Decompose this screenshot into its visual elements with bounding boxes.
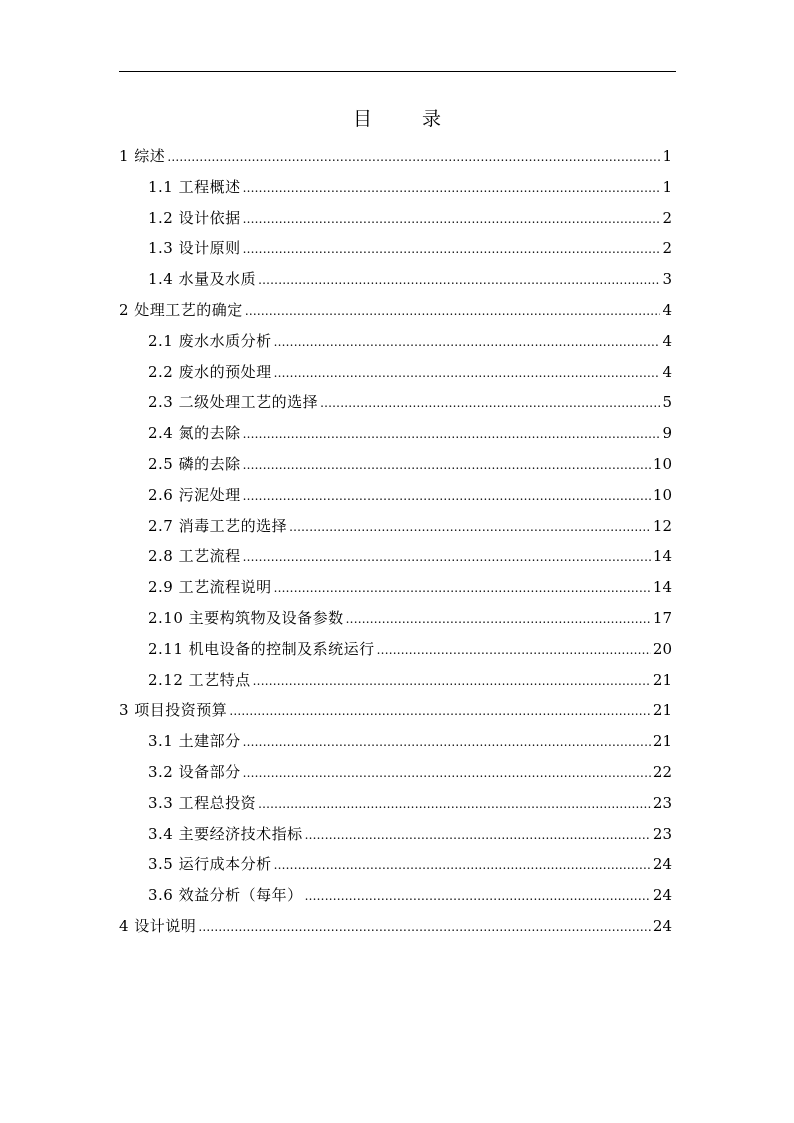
toc-entry-label: 2.1 废水水质分析 xyxy=(148,331,272,350)
toc-dot-leader xyxy=(377,635,651,666)
toc-entry-label: 2.7 消毒工艺的选择 xyxy=(148,516,288,535)
toc-entry-page-number: 12 xyxy=(652,516,672,535)
toc-entry[interactable] xyxy=(119,295,672,326)
toc-entry[interactable] xyxy=(119,849,672,880)
toc-entry[interactable] xyxy=(119,172,672,203)
toc-dot-leader xyxy=(320,388,660,419)
toc-dot-leader xyxy=(274,850,651,881)
toc-entry-page-number: 21 xyxy=(652,701,672,720)
toc-dot-leader xyxy=(198,912,651,943)
toc-entry-page-number: 10 xyxy=(652,454,672,473)
toc-entry-label: 1.4 水量及水质 xyxy=(148,270,257,289)
toc-entry-label: 1.1 工程概述 xyxy=(148,177,241,196)
toc-entry-label: 3.5 运行成本分析 xyxy=(148,855,272,874)
toc-entry-label: 1 综述 xyxy=(119,147,166,165)
toc-entry-label: 2.11 机电设备的控制及系统运行 xyxy=(148,639,375,658)
toc-entry-page-number: 21 xyxy=(652,670,672,689)
toc-dot-leader xyxy=(253,666,651,697)
toc-entry-page-number: 23 xyxy=(652,793,672,812)
toc-entry[interactable] xyxy=(119,511,672,542)
toc-dot-leader xyxy=(305,820,651,851)
toc-entry-page-number: 17 xyxy=(652,608,672,627)
toc-entry-page-number: 20 xyxy=(652,639,672,658)
toc-entry-page-number: 4 xyxy=(662,331,672,350)
toc-title: 目 录 xyxy=(352,108,464,130)
toc-entry[interactable] xyxy=(119,264,672,295)
toc-entry[interactable] xyxy=(119,788,672,819)
toc-dot-leader xyxy=(243,204,661,235)
toc-entry[interactable] xyxy=(119,695,672,726)
toc-dot-leader xyxy=(243,173,661,204)
toc-entry-page-number: 23 xyxy=(652,824,672,843)
table-of-contents xyxy=(119,141,672,942)
toc-entry-page-number: 10 xyxy=(652,485,672,504)
toc-dot-leader xyxy=(274,358,661,389)
toc-entry-label: 2.6 污泥处理 xyxy=(148,485,241,504)
toc-entry-label: 2.3 二级处理工艺的选择 xyxy=(148,393,319,412)
toc-entry-label: 3.4 主要经济技术指标 xyxy=(148,824,303,843)
toc-dot-leader xyxy=(243,450,651,481)
toc-entry[interactable] xyxy=(119,634,672,665)
toc-entry-label: 2 处理工艺的确定 xyxy=(119,300,243,319)
toc-entry[interactable] xyxy=(119,141,672,172)
toc-dot-leader xyxy=(289,512,651,543)
toc-dot-leader xyxy=(167,142,660,173)
toc-dot-leader xyxy=(243,419,661,450)
toc-entry-page-number: 4 xyxy=(662,362,672,381)
toc-dot-leader xyxy=(243,481,651,512)
toc-dot-leader xyxy=(243,758,651,789)
toc-entry-label: 3.6 效益分析（每年） xyxy=(148,886,303,905)
toc-entry[interactable] xyxy=(119,665,672,696)
toc-entry-label: 2.12 工艺特点 xyxy=(148,670,251,689)
toc-dot-leader xyxy=(258,789,651,820)
toc-dot-leader xyxy=(274,573,651,604)
toc-entry[interactable] xyxy=(119,572,672,603)
toc-entry-label: 2.10 主要构筑物及设备参数 xyxy=(148,608,344,627)
toc-dot-leader xyxy=(305,881,651,912)
toc-entry-label: 2.5 磷的去除 xyxy=(148,454,241,473)
toc-entry[interactable] xyxy=(119,757,672,788)
toc-entry-page-number: 3 xyxy=(662,270,672,289)
toc-entry-page-number: 4 xyxy=(662,300,672,319)
toc-entry-page-number: 2 xyxy=(662,239,672,258)
toc-entry[interactable] xyxy=(119,449,672,480)
toc-entry-page-number: 24 xyxy=(652,916,672,935)
toc-entry-label: 2.9 工艺流程说明 xyxy=(148,578,272,597)
toc-dot-leader xyxy=(243,542,651,573)
toc-dot-leader xyxy=(243,234,661,265)
toc-dot-leader xyxy=(229,696,651,727)
toc-entry[interactable] xyxy=(119,726,672,757)
toc-entry[interactable] xyxy=(119,911,672,942)
toc-dot-leader xyxy=(274,327,661,358)
toc-entry-page-number: 5 xyxy=(662,393,672,412)
toc-dot-leader xyxy=(258,265,660,296)
toc-entry-label: 2.8 工艺流程 xyxy=(148,547,241,566)
toc-entry[interactable] xyxy=(119,357,672,388)
header-rule xyxy=(119,71,676,72)
toc-entry-page-number: 24 xyxy=(652,886,672,905)
toc-entry-page-number: 22 xyxy=(652,762,672,781)
toc-entry-page-number: 2 xyxy=(662,208,672,227)
toc-entry[interactable] xyxy=(119,387,672,418)
toc-entry-page-number: 1 xyxy=(662,177,672,196)
toc-entry[interactable] xyxy=(119,480,672,511)
toc-entry-page-number: 24 xyxy=(652,855,672,874)
toc-entry-page-number: 21 xyxy=(652,732,672,751)
toc-dot-leader xyxy=(346,604,651,635)
toc-entry[interactable] xyxy=(119,880,672,911)
toc-entry-label: 3.1 土建部分 xyxy=(148,732,241,751)
toc-entry[interactable] xyxy=(119,819,672,850)
toc-entry-label: 1.2 设计依据 xyxy=(148,208,241,227)
toc-entry-page-number: 14 xyxy=(652,578,672,597)
toc-entry[interactable] xyxy=(119,541,672,572)
toc-entry-label: 4 设计说明 xyxy=(119,916,197,935)
toc-entry-label: 3 项目投资预算 xyxy=(119,701,228,720)
toc-entry[interactable] xyxy=(119,603,672,634)
toc-entry[interactable] xyxy=(119,418,672,449)
toc-entry-label: 2.2 废水的预处理 xyxy=(148,362,272,381)
toc-entry[interactable] xyxy=(119,233,672,264)
toc-entry-label: 3.3 工程总投资 xyxy=(148,793,257,812)
toc-entry-label: 1.3 设计原则 xyxy=(148,239,241,258)
toc-dot-leader xyxy=(243,727,651,758)
toc-entry-label: 2.4 氮的去除 xyxy=(148,424,241,443)
toc-entry[interactable] xyxy=(119,203,672,234)
toc-entry-page-number: 9 xyxy=(662,424,672,443)
toc-entry[interactable] xyxy=(119,326,672,357)
toc-entry-page-number: 14 xyxy=(652,547,672,566)
toc-entry-page-number: 1 xyxy=(662,147,672,165)
toc-dot-leader xyxy=(245,296,661,327)
toc-entry-label: 3.2 设备部分 xyxy=(148,762,241,781)
